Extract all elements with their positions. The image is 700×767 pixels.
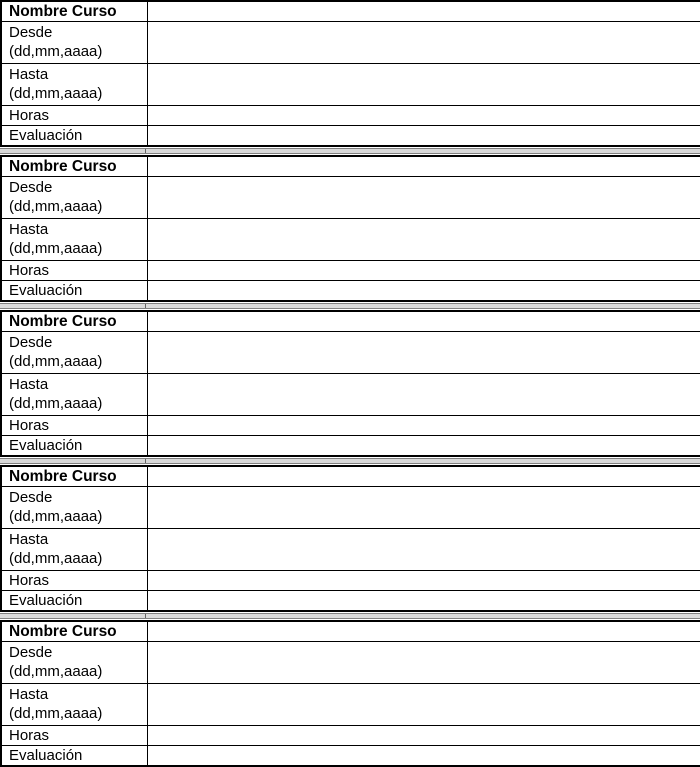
curso-block	[0, 310, 700, 457]
evaluacion-label: Evaluación	[1, 746, 147, 767]
evaluacion-label: Evaluación	[1, 126, 147, 147]
hasta-label: Hasta	[9, 531, 49, 548]
desde-label-cell	[1, 642, 147, 684]
desde-format-hint: (dd,mm,aaaa)	[9, 353, 103, 370]
desde-row	[1, 642, 700, 684]
evaluacion-label: Evaluación	[1, 436, 147, 457]
desde-field[interactable]	[147, 332, 700, 374]
block-separator	[0, 148, 700, 154]
hasta-label-cell	[1, 374, 147, 416]
hasta-format-hint: (dd,mm,aaaa)	[9, 705, 103, 722]
nombre-curso-field[interactable]	[147, 621, 700, 642]
hasta-field[interactable]	[147, 684, 700, 726]
horas-row	[1, 726, 700, 746]
desde-label-cell	[1, 487, 147, 529]
separator-left-cell	[0, 149, 146, 153]
separator-right-cell	[146, 459, 700, 463]
desde-row	[1, 332, 700, 374]
desde-field[interactable]	[147, 22, 700, 64]
hasta-label-cell	[1, 684, 147, 726]
horas-row	[1, 106, 700, 126]
horas-label: Horas	[1, 106, 147, 126]
horas-field[interactable]	[147, 261, 700, 281]
nombre-curso-label: Nombre Curso	[1, 621, 147, 642]
evaluacion-row	[1, 436, 700, 457]
evaluacion-row	[1, 126, 700, 147]
desde-format-hint: (dd,mm,aaaa)	[9, 198, 103, 215]
evaluacion-row	[1, 746, 700, 767]
desde-label-cell	[1, 22, 147, 64]
separator-right-cell	[146, 149, 700, 153]
horas-label: Horas	[1, 416, 147, 436]
horas-label: Horas	[1, 261, 147, 281]
hasta-label: Hasta	[9, 221, 49, 238]
desde-label: Desde	[9, 489, 53, 506]
horas-row	[1, 571, 700, 591]
hasta-label-cell	[1, 529, 147, 571]
desde-label: Desde	[9, 644, 53, 661]
hasta-row	[1, 64, 700, 106]
hasta-row	[1, 529, 700, 571]
nombre-curso-field[interactable]	[147, 466, 700, 487]
evaluacion-field[interactable]	[147, 436, 700, 457]
separator-right-cell	[146, 304, 700, 308]
desde-field[interactable]	[147, 642, 700, 684]
nombre-curso-label: Nombre Curso	[1, 156, 147, 177]
hasta-field[interactable]	[147, 374, 700, 416]
separator-left-cell	[0, 614, 146, 618]
horas-field[interactable]	[147, 571, 700, 591]
hasta-format-hint: (dd,mm,aaaa)	[9, 85, 103, 102]
hasta-format-hint: (dd,mm,aaaa)	[9, 550, 103, 567]
curso-block	[0, 0, 700, 147]
nombre-curso-row	[1, 621, 700, 642]
desde-row	[1, 487, 700, 529]
separator-left-cell	[0, 304, 146, 308]
desde-format-hint: (dd,mm,aaaa)	[9, 43, 103, 60]
hasta-field[interactable]	[147, 64, 700, 106]
hasta-label-cell	[1, 64, 147, 106]
evaluacion-field[interactable]	[147, 281, 700, 302]
evaluacion-row	[1, 281, 700, 302]
hasta-row	[1, 374, 700, 416]
nombre-curso-row	[1, 1, 700, 22]
desde-label: Desde	[9, 24, 53, 41]
hasta-label: Hasta	[9, 66, 49, 83]
nombre-curso-label: Nombre Curso	[1, 466, 147, 487]
horas-label: Horas	[1, 726, 147, 746]
evaluacion-field[interactable]	[147, 746, 700, 767]
nombre-curso-label: Nombre Curso	[1, 1, 147, 22]
horas-field[interactable]	[147, 416, 700, 436]
nombre-curso-field[interactable]	[147, 311, 700, 332]
block-separator	[0, 458, 700, 464]
evaluacion-row	[1, 591, 700, 612]
evaluacion-field[interactable]	[147, 591, 700, 612]
curso-block	[0, 465, 700, 612]
evaluacion-field[interactable]	[147, 126, 700, 147]
horas-field[interactable]	[147, 726, 700, 746]
horas-row	[1, 261, 700, 281]
separator-right-cell	[146, 614, 700, 618]
desde-label: Desde	[9, 179, 53, 196]
nombre-curso-row	[1, 311, 700, 332]
hasta-format-hint: (dd,mm,aaaa)	[9, 395, 103, 412]
hasta-field[interactable]	[147, 219, 700, 261]
block-separator	[0, 613, 700, 619]
nombre-curso-label: Nombre Curso	[1, 311, 147, 332]
desde-label-cell	[1, 177, 147, 219]
desde-label: Desde	[9, 334, 53, 351]
hasta-row	[1, 684, 700, 726]
block-separator	[0, 303, 700, 309]
curso-block	[0, 155, 700, 302]
curso-block	[0, 620, 700, 767]
desde-row	[1, 22, 700, 64]
desde-row	[1, 177, 700, 219]
hasta-row	[1, 219, 700, 261]
evaluacion-label: Evaluación	[1, 591, 147, 612]
hasta-field[interactable]	[147, 529, 700, 571]
hasta-format-hint: (dd,mm,aaaa)	[9, 240, 103, 257]
evaluacion-label: Evaluación	[1, 281, 147, 302]
nombre-curso-row	[1, 466, 700, 487]
desde-format-hint: (dd,mm,aaaa)	[9, 663, 103, 680]
horas-label: Horas	[1, 571, 147, 591]
horas-field[interactable]	[147, 106, 700, 126]
nombre-curso-field[interactable]	[147, 156, 700, 177]
hasta-label-cell	[1, 219, 147, 261]
hasta-label: Hasta	[9, 686, 49, 703]
desde-field[interactable]	[147, 487, 700, 529]
desde-label-cell	[1, 332, 147, 374]
nombre-curso-field[interactable]	[147, 1, 700, 22]
separator-left-cell	[0, 459, 146, 463]
hasta-label: Hasta	[9, 376, 49, 393]
horas-row	[1, 416, 700, 436]
desde-format-hint: (dd,mm,aaaa)	[9, 508, 103, 525]
desde-field[interactable]	[147, 177, 700, 219]
nombre-curso-row	[1, 156, 700, 177]
